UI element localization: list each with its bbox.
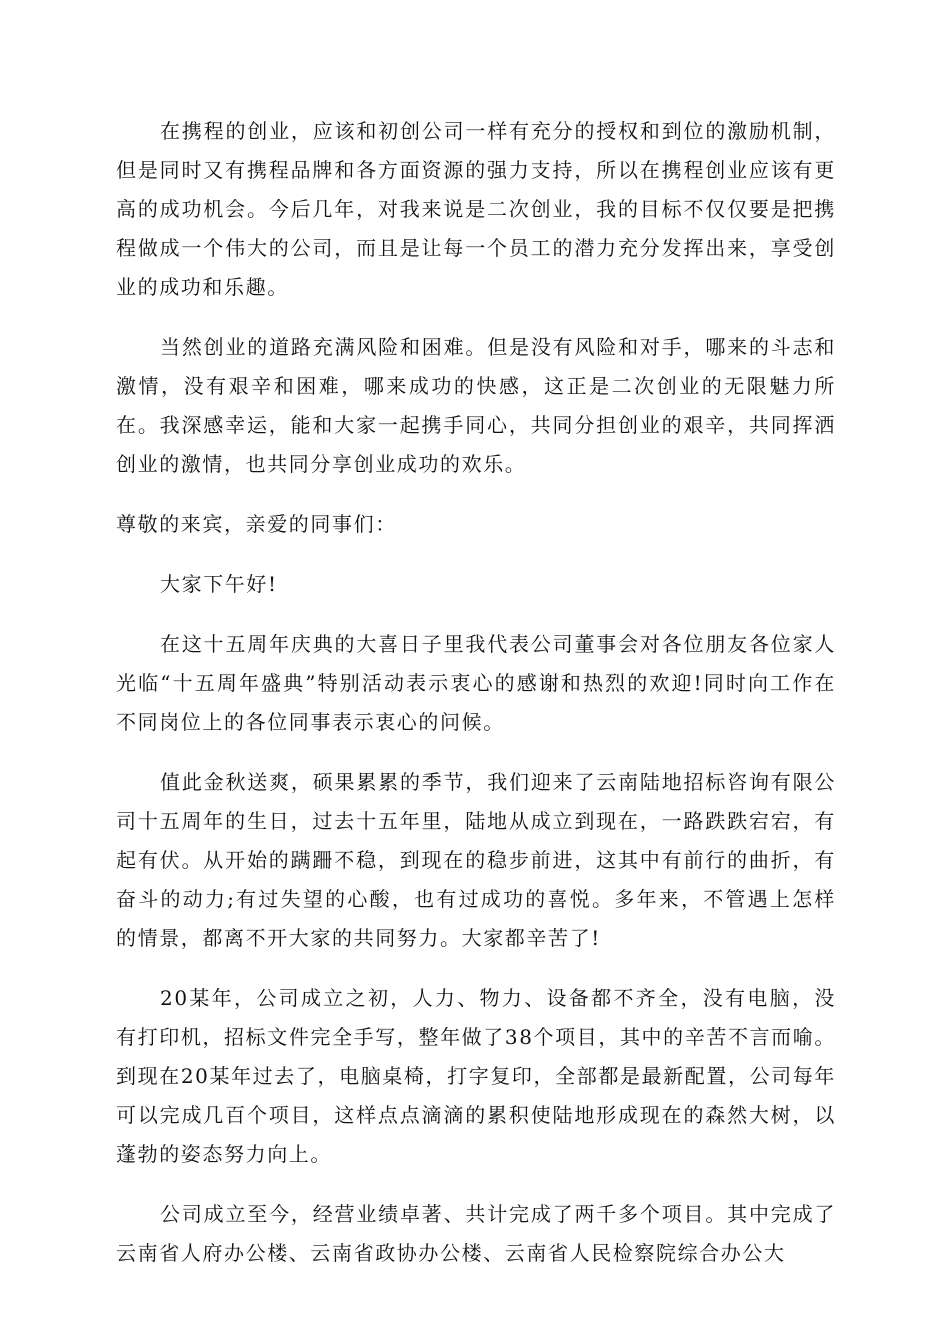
- document-body: [116, 112, 836, 1273]
- paragraph-entrepreneurship: 在携程的创业，应该和初创公司一样有充分的授权和到位的激励机制，但是同时又有携程品牌和各方面资源的强力支持，所以在携程创业应该有更高的成功机会。今后几年，对我来说是二次创业，我的目标不仅仅要是把携程做成一个伟大的公司，而且是让每一个员工的潜力充分发挥出来，享受创业的成功和乐趣。: [116, 119, 836, 299]
- paragraph-achievements: 公司成立至今，经营业绩卓著、共计完成了两千多个项目。其中完成了云南省人府办公楼、云南省政协办公楼、云南省人民检察院综合办公大: [116, 1202, 836, 1265]
- paragraph-risks: 当然创业的道路充满风险和困难。但是没有风险和对手，哪来的斗志和激情，没有艰辛和困难，哪来成功的快感，这正是二次创业的无限魅力所在。我深感幸运，能和大家一起携手同心，共同分担创业的艰辛，共同挥洒创业的激情，也共同分享创业成功的欢乐。: [116, 335, 836, 476]
- paragraph-founding: 20某年，公司成立之初，人力、物力、设备都不齐全，没有电脑，没有打印机，招标文件完全手写，整年做了38个项目，其中的辛苦不言而喻。到现在20某年过去了，电脑桌椅，打字复印，全部都是最新配置，公司每年可以完成几百个项目，这样点点滴滴的累积使陆地形成现在的森然大树，以蓬勃的姿态努力向上。: [116, 986, 836, 1166]
- paragraph-anniversary-welcome: 在这十五周年庆典的大喜日子里我代表公司董事会对各位朋友各位家人光临“十五周年盛典”特别活动表示衷心的感谢和热烈的欢迎!同时向工作在不同岗位上的各位同事表示衷心的问候。: [116, 632, 836, 734]
- salutation: 尊敬的来宾，亲爱的同事们：: [116, 512, 397, 536]
- greeting: 大家下午好!: [160, 572, 278, 596]
- paragraph-fifteen-years: 值此金秋送爽，硕果累累的季节，我们迎来了云南陆地招标咨询有限公司十五周年的生日，过去十五年里，陆地从成立到现在，一路跌跌宕宕，有起有伏。从开始的蹒跚不稳，到现在的稳步前进，这其中有前行的曲折，有奋斗的动力;有过失望的心酸，也有过成功的喜悦。多年来，不管遇上怎样的情景，都离不开大家的共同努力。大家都辛苦了!: [116, 770, 836, 950]
